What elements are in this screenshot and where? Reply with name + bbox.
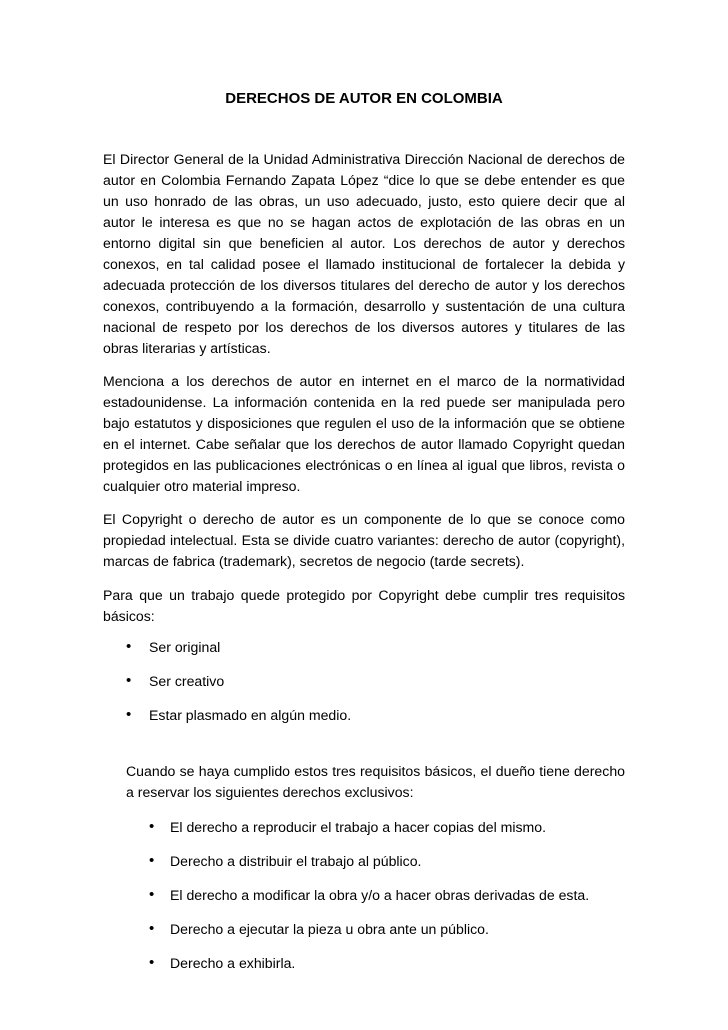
list-item	[149, 885, 625, 905]
list-item	[149, 817, 625, 837]
requisitos-list	[126, 637, 625, 725]
list-item	[149, 851, 625, 871]
bullet-icon: •	[126, 706, 132, 723]
list-item-text: El derecho a modificar la obra y/o a hacer obras derivadas de esta.	[170, 887, 590, 903]
bullet-icon: •	[149, 954, 155, 971]
list-item-text: Derecho a exhibirla.	[170, 955, 296, 971]
bullet-icon: •	[149, 920, 155, 937]
list-item	[149, 919, 625, 939]
bullet-icon: •	[149, 818, 155, 835]
list-item	[149, 953, 625, 973]
bullet-icon: •	[149, 886, 155, 903]
list-item-text: Derecho a distribuir el trabajo al público.	[170, 853, 422, 869]
derechos-list	[149, 817, 625, 973]
list-item-text: Estar plasmado en algún medio.	[149, 707, 352, 723]
list-item-text: Derecho a ejecutar la pieza u obra ante un público.	[170, 921, 489, 937]
list-item-text: El derecho a reproducir el trabajo a hacer copias del mismo.	[170, 819, 547, 835]
list-item-text: Ser original	[149, 639, 221, 655]
paragraph-requisitos-intro: Para que un trabajo quede protegido por Copyright debe cumplir tres requisitos básicos:	[103, 587, 625, 624]
list-item-text: Ser creativo	[149, 673, 225, 689]
bullet-icon: •	[149, 852, 155, 869]
paragraph-derechos-intro: Cuando se haya cumplido estos tres requisitos básicos, el dueño tiene derecho a reservar los siguientes derechos exclusivos:	[126, 763, 625, 800]
list-item	[126, 671, 625, 691]
bullet-icon: •	[126, 638, 132, 655]
paragraph-internet: Menciona a los derechos de autor en internet en el marco de la normatividad estadounidense. La información contenida en la red puede ser manipulada pero bajo estatutos y disposiciones que regulen el uso de la información que se obtiene en el internet. Cabe señalar que los derechos de autor llamado Copyright quedan protegidos en las publicaciones electrónicas o en línea al igual que libros, revista o cualquier otro material impreso.	[103, 373, 625, 494]
list-item	[126, 637, 625, 657]
paragraph-director: El Director General de la Unidad Administrativa Dirección Nacional de derechos de autor en Colombia Fernando Zapata López “dice lo que se debe entender es que un uso honrado de las obras, un uso adecuado, justo, esto quiere decir que al autor le interesa es que no se hagan actos de explotación de las obras en un entorno digital sin que beneficien al autor. Los derechos de autor y derechos conexos, en tal calidad posee el llamado institucional de fortalecer la debida y adecuada protección de los diversos titulares del derecho de autor y los derechos conexos, contribuyendo a la formación, desarrollo y sustentación de una cultura nacional de respeto por los derechos de los diversos autores y titulares de las obras literarias y artísticas.	[103, 151, 625, 356]
bullet-icon: •	[126, 672, 132, 689]
paragraph-copyright: El Copyright o derecho de autor es un componente de lo que se conoce como propiedad intelectual. Esta se divide cuatro variantes: derecho de autor (copyright), marcas de fabrica (trademark), secretos de negocio (tarde secrets).	[103, 511, 625, 569]
document-title: DERECHOS DE AUTOR EN COLOMBIA	[225, 90, 503, 107]
list-item	[126, 705, 625, 725]
